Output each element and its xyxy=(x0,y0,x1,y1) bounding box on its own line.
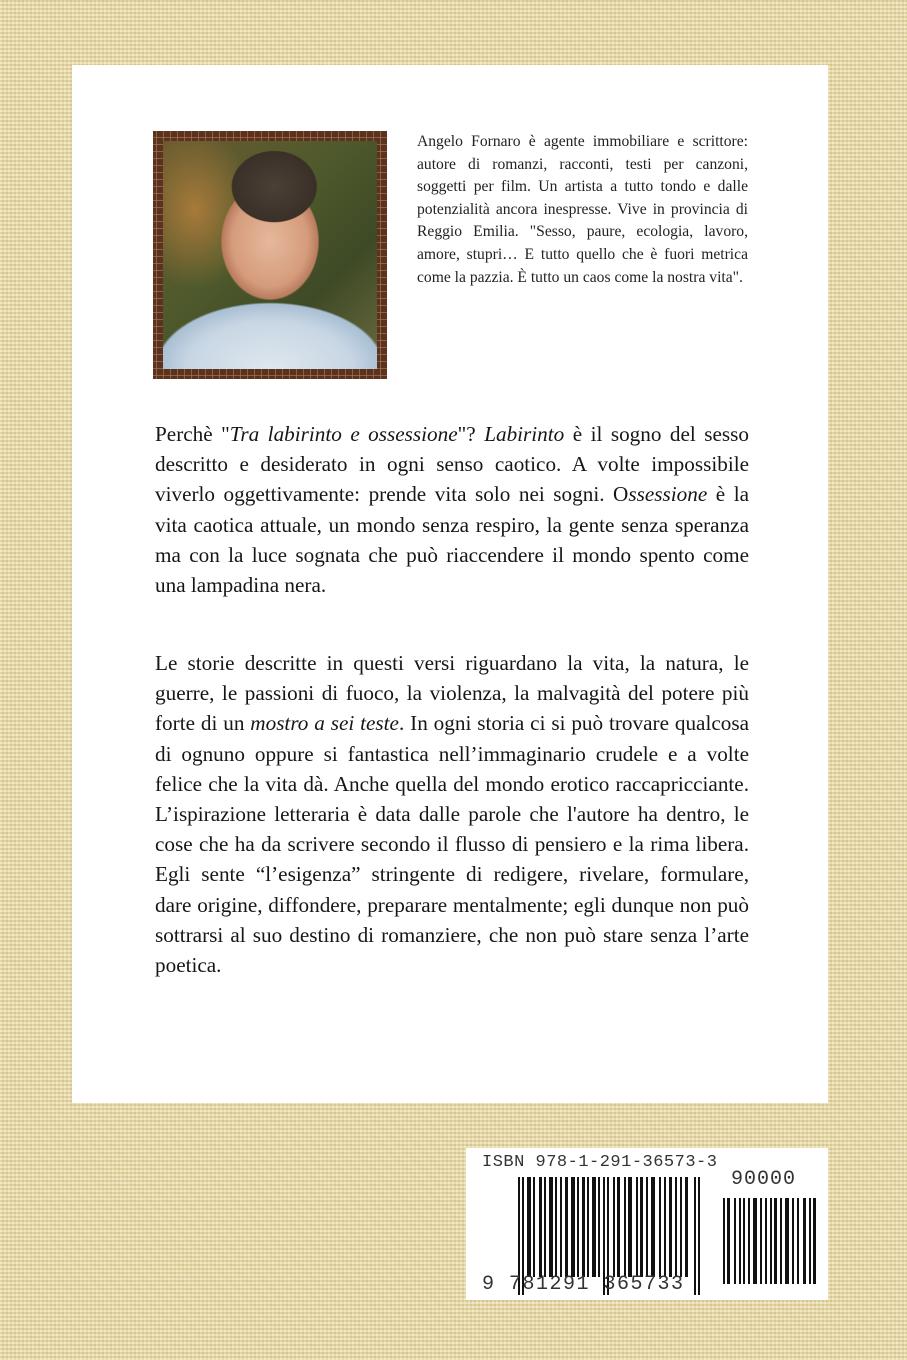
book-title-italic: Tra labirinto e ossessione xyxy=(229,422,458,446)
blurb-text: Perchè " xyxy=(155,422,230,446)
back-cover-panel xyxy=(72,65,828,1103)
blurb-text: "? xyxy=(457,422,485,446)
mostro-italic: mostro a sei teste xyxy=(250,711,399,736)
blurb-text: . In ogni storia ci si può trovare qualcosa di ognuno oppure si fantastica nell’immaginario crudele e a volte felice che la vita dà. Anche quella del mondo erotico raccapricciante. L’ispirazione letteraria è data dalle parole che l'autore ha dentro, le cose che ha da scrivere secondo il flusso di pensiero e la rima libera. Egli sente “l’esigenza” stringente di redigere, rivelare, formulare, dare origine, diffondere, preparare mentalmente; egli dunque non può sottrarsi al suo destino di romanziere, che non può stare senza l’arte poetica. xyxy=(155,711,749,978)
barcode-digits: 9 781291 365733 xyxy=(482,1273,685,1296)
blurb-text: è il sogno del sesso descritto e desiderato in ogni senso caotico. A volte impossibile viverlo oggettivamente: prende vita solo nei sogni. O xyxy=(155,422,750,507)
blurb-paragraph-1 xyxy=(155,419,749,600)
labirinto-italic: Labirinto xyxy=(484,422,565,446)
isbn-label: ISBN 978-1-291-36573-3 xyxy=(482,1153,718,1172)
author-photo-frame xyxy=(153,131,387,379)
blurb-paragraph-2 xyxy=(155,648,749,980)
author-photo xyxy=(163,141,377,369)
blurb-text: Le storie descritte in questi versi riguardano la vita, la natura, le guerre, le passioni di fuoco, la violenza, la malvagità del potere più forte di un xyxy=(155,651,749,736)
author-bio: Angelo Fornaro è agente immobiliare e scrittore: autore di romanzi, racconti, testi per canzoni, soggetti per film. Un artista a tutto tondo e dalle potenzialità ancora inespresse. Vive in provincia di Reggio Emilia. "Sesso, paure, ecologia, lavoro, amore, stupri… E tutto quello che è fuori metrica come la pazzia. È tutto un caos come la nostra vita". xyxy=(417,133,748,286)
ossessione-italic: ssessione xyxy=(628,482,708,507)
addon-barcode-icon xyxy=(723,1198,817,1284)
price-addon-code: 90000 xyxy=(731,1168,797,1191)
blurb-text: è la vita caotica attuale, un mondo senza respiro, la gente senza speranza ma con la luce sognata che può riaccendere il mondo spento come una lampadina nera. xyxy=(155,482,749,598)
isbn-barcode-box xyxy=(466,1148,828,1300)
